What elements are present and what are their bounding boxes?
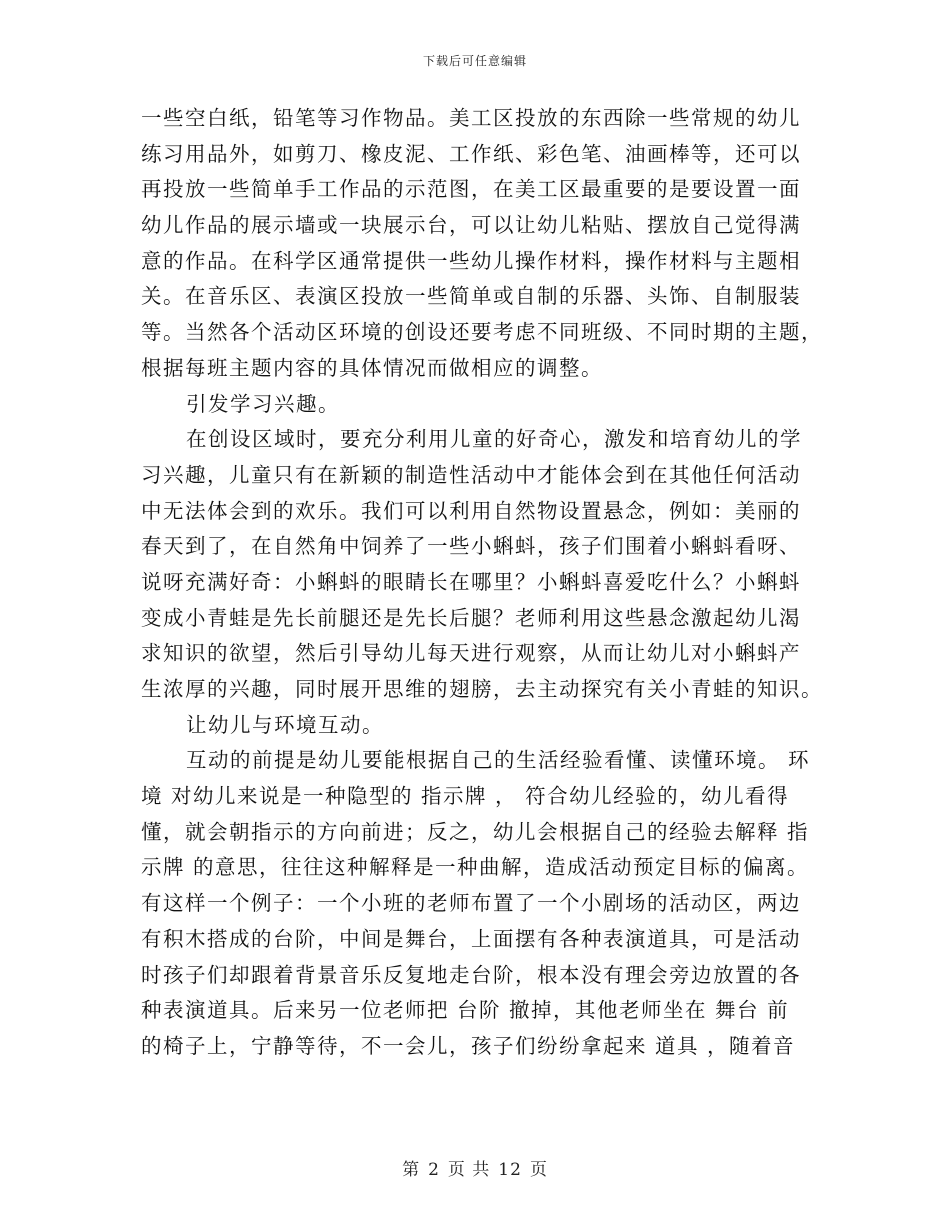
page-total: 12	[498, 1160, 522, 1180]
text-line: 意的作品。在科学区通常提供一些幼儿操作材料，操作材料与主题相	[141, 248, 801, 273]
text-line: 再投放一些简单手工作品的示范图，在美工区最重要的是要设置一面	[141, 177, 801, 202]
text-line: 练习用品外，如剪刀、橡皮泥、工作纸、彩色笔、油画棒等，还可以	[141, 141, 801, 166]
text-line: 说呀充满好奇：小蝌蚪的眼睛长在哪里？小蝌蚪喜爱吃什么？小蝌蚪	[141, 569, 801, 594]
text-line: 示牌 的意思，往往这种解释是一种曲解，造成活动预定目标的偏离。	[141, 855, 810, 880]
text-line: 春天到了，在自然角中饲养了一些小蝌蚪，孩子们围着小蝌蚪看呀、	[141, 534, 801, 559]
page-header: 下载后可任意编辑	[422, 54, 527, 68]
text-line: 境 对幼儿来说是一种隐型的 指示牌 ， 符合幼儿经验的，幼儿看得	[141, 784, 790, 809]
text-line: 在创设区域时，要充分利用儿童的好奇心，激发和培育幼儿的学	[186, 427, 802, 452]
text-line: 一些空白纸，铅笔等习作物品。美工区投放的东西除一些常规的幼儿	[141, 106, 801, 130]
text-line: 的椅子上，宁静等待，不一会儿，孩子们纷纷拿起来 道具 ，随着音	[141, 1033, 796, 1058]
document-body	[141, 101, 823, 1065]
text-line: 种表演道具。后来另一位老师把 台阶 撤掉，其他老师坐在 舞台 前	[141, 998, 790, 1023]
text-line: 关。在音乐区、表演区投放一些简单或自制的乐器、头饰、自制服装	[141, 284, 801, 309]
text-line: 根据每班主题内容的具体情况而做相应的调整。	[141, 355, 603, 380]
text-line: 等。当然各个活动区环境的创设还要考虑不同班级、不同时期的主题，	[141, 320, 823, 345]
text-line: 幼儿作品的展示墙或一块展示台，可以让幼儿粘贴、摆放自己觉得满	[141, 213, 801, 238]
footer-middle: 页 共	[447, 1160, 491, 1180]
text-line: 有这样一个例子：一个小班的老师布置了一个小剧场的活动区，两边	[141, 891, 801, 916]
page-footer	[0, 1155, 950, 1180]
text-line: 习兴趣，儿童只有在新颖的制造性活动中才能体会到在其他任何活动	[141, 462, 801, 487]
footer-prefix: 第	[402, 1160, 421, 1180]
text-line: 互动的前提是幼儿要能根据自己的生活经验看懂、读懂环境。 环	[186, 748, 811, 773]
page-number: 2	[428, 1160, 440, 1180]
section-heading: 让幼儿与环境互动。	[186, 712, 384, 737]
section-heading: 引发学习兴趣。	[186, 391, 340, 416]
text-line: 生浓厚的兴趣，同时展开思维的翅膀，去主动探究有关小青蛙的知识。	[141, 677, 823, 701]
text-line: 时孩子们却跟着背景音乐反复地走台阶，根本没有理会旁边放置的各	[141, 962, 801, 987]
text-line: 中无法体会到的欢乐。我们可以利用自然物设置悬念，例如：美丽的	[141, 498, 801, 523]
text-line: 有积木搭成的台阶，中间是舞台，上面摆有各种表演道具，可是活动	[141, 926, 801, 951]
footer-suffix: 页	[529, 1160, 548, 1180]
text-line: 变成小青蛙是先长前腿还是先长后腿？老师利用这些悬念激起幼儿渴	[141, 605, 801, 630]
text-line: 求知识的欲望，然后引导幼儿每天进行观察，从而让幼儿对小蝌蚪产	[141, 641, 801, 666]
text-line: 懂，就会朝指示的方向前进；反之，幼儿会根据自己的经验去解释 指	[141, 819, 810, 844]
